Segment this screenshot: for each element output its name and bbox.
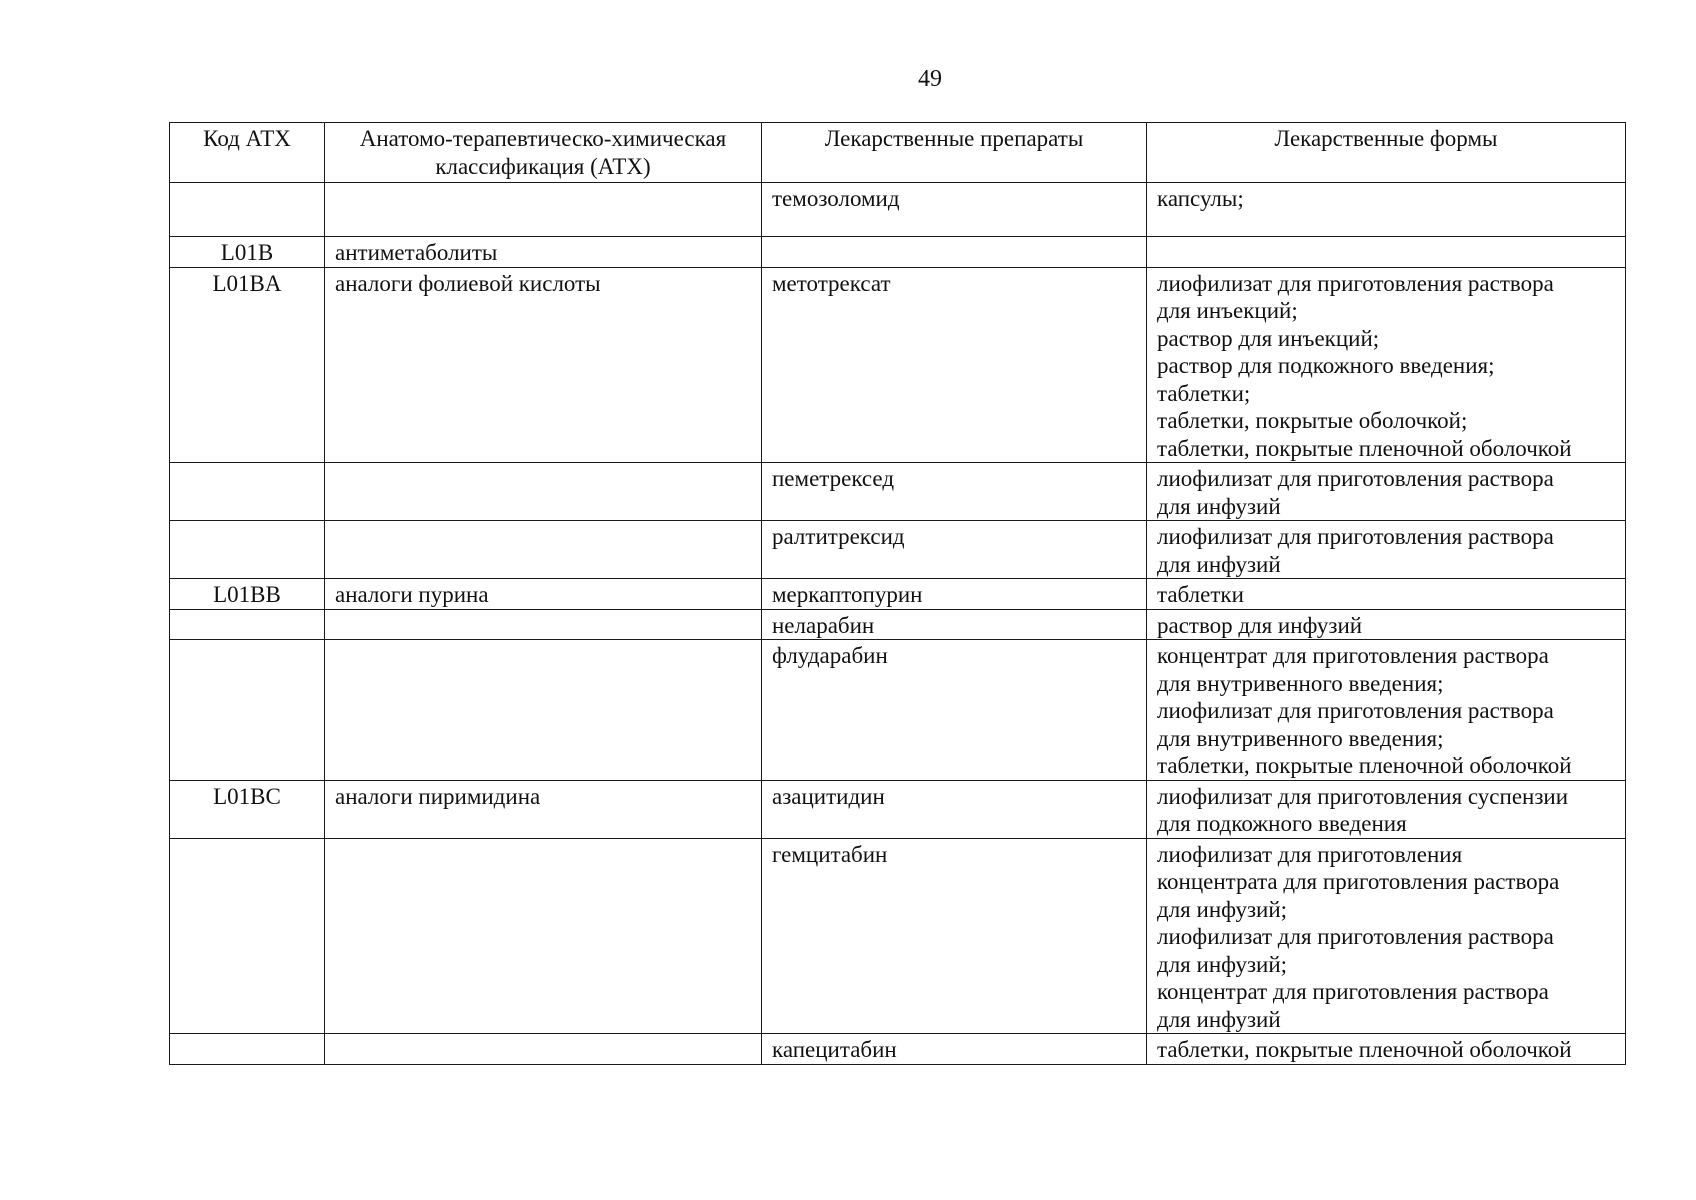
- table-row: [170, 463, 1626, 521]
- atx-code-cell: [170, 838, 325, 1034]
- table-row: [170, 267, 1626, 463]
- atx-classification-cell: аналоги фолиевой кислоты: [325, 267, 762, 463]
- dosage-form-line: лиофилизат для приготовления: [1157, 841, 1463, 867]
- dosage-form-line: для внутривенного введения;: [1157, 725, 1444, 751]
- dosage-forms-cell: [1147, 579, 1626, 610]
- dosage-form-line: таблетки, покрытые пленочной оболочкой: [1157, 1037, 1572, 1062]
- dosage-form-line: для инфузий;: [1157, 896, 1288, 922]
- dosage-forms-cell: [1147, 609, 1626, 640]
- atx-classification-cell: [325, 609, 762, 640]
- dosage-form-line: лиофилизат для приготовления раствора: [1157, 924, 1554, 949]
- drug-name-cell: метотрексат: [762, 267, 1147, 463]
- drug-name-cell: меркаптопурин: [762, 579, 1147, 610]
- table-body: [170, 183, 1626, 1065]
- atx-code-cell: [170, 183, 325, 237]
- dosage-forms-cell: [1147, 183, 1626, 237]
- dosage-form-line: таблетки;: [1157, 380, 1251, 406]
- dosage-form-line: таблетки, покрытые пленочной оболочкой: [1157, 753, 1572, 778]
- dosage-forms-cell: [1147, 640, 1626, 781]
- header-classification: Анатомо-терапевтическо-химическая классификация (АТХ): [325, 123, 762, 183]
- table-header-row: [170, 123, 1626, 183]
- atx-classification-cell: [325, 463, 762, 521]
- atx-classification-cell: [325, 521, 762, 579]
- atx-classification-cell: [325, 1034, 762, 1065]
- table-row: [170, 609, 1626, 640]
- dosage-form-line: концентрат для приготовления раствора: [1157, 979, 1549, 1004]
- dosage-form-line: для подкожного введения: [1157, 811, 1407, 836]
- dosage-form-line: таблетки: [1157, 582, 1244, 607]
- dosage-form-line: для внутривенного введения;: [1157, 670, 1444, 696]
- atx-classification-cell: [325, 640, 762, 781]
- atx-code-cell: [170, 463, 325, 521]
- drug-name-cell: азацитидин: [762, 780, 1147, 838]
- atx-drug-table: [169, 122, 1626, 1065]
- atx-classification-cell: [325, 183, 762, 237]
- dosage-form-line: для инфузий: [1157, 493, 1281, 519]
- dosage-form-line: лиофилизат для приготовления раствора: [1157, 698, 1554, 723]
- table-row: [170, 1034, 1626, 1065]
- dosage-form-line: капсулы;: [1157, 186, 1244, 211]
- atx-code-cell: [170, 609, 325, 640]
- atx-code-cell: L01B: [170, 237, 325, 268]
- dosage-forms-cell: [1147, 838, 1626, 1034]
- atx-classification-cell: аналоги пиримидина: [325, 780, 762, 838]
- atx-classification-cell: [325, 838, 762, 1034]
- atx-code-cell: L01BB: [170, 579, 325, 610]
- dosage-form-line: лиофилизат для приготовления раствора: [1157, 524, 1554, 549]
- dosage-form-line: таблетки, покрытые пленочной оболочкой: [1157, 435, 1572, 461]
- atx-code-cell: [170, 1034, 325, 1065]
- dosage-form-line: концентрата для приготовления раствора: [1157, 869, 1560, 894]
- table-row: [170, 237, 1626, 268]
- dosage-form-line: раствор для инъекций;: [1157, 325, 1380, 351]
- dosage-form-line: для инфузий: [1157, 1006, 1281, 1032]
- drug-name-cell: флударабин: [762, 640, 1147, 781]
- dosage-forms-cell: [1147, 267, 1626, 463]
- header-drugs: Лекарственные препараты: [762, 123, 1147, 183]
- dosage-form-line: раствор для инфузий: [1157, 612, 1363, 638]
- table-row: [170, 579, 1626, 610]
- dosage-form-line: лиофилизат для приготовления раствора: [1157, 466, 1554, 491]
- drug-name-cell: капецитабин: [762, 1034, 1147, 1065]
- header-forms: Лекарственные формы: [1147, 123, 1626, 183]
- drug-name-cell: неларабин: [762, 609, 1147, 640]
- atx-classification-cell: антиметаболиты: [325, 237, 762, 268]
- atx-classification-cell: аналоги пурина: [325, 579, 762, 610]
- dosage-forms-cell: [1147, 237, 1626, 268]
- dosage-forms-cell: [1147, 780, 1626, 838]
- dosage-form-line: для инъекций;: [1157, 298, 1298, 323]
- dosage-form-line: концентрат для приготовления раствора: [1157, 643, 1549, 668]
- dosage-forms-cell: [1147, 521, 1626, 579]
- table-row: [170, 183, 1626, 237]
- table-row: [170, 780, 1626, 838]
- dosage-form-line: для инфузий: [1157, 551, 1281, 577]
- dosage-form-line: лиофилизат для приготовления суспензии: [1157, 783, 1569, 809]
- table-row: [170, 521, 1626, 579]
- drug-name-cell: ралтитрексид: [762, 521, 1147, 579]
- dosage-forms-cell: [1147, 1034, 1626, 1065]
- atx-code-cell: L01BA: [170, 267, 325, 463]
- table-row: [170, 838, 1626, 1034]
- drug-name-cell: гемцитабин: [762, 838, 1147, 1034]
- dosage-form-line: лиофилизат для приготовления раствора: [1157, 270, 1554, 296]
- drug-name-cell: пеметрексед: [762, 463, 1147, 521]
- dosage-form-line: таблетки, покрытые оболочкой;: [1157, 408, 1468, 433]
- page-number: 49: [918, 66, 942, 92]
- header-code: Код АТХ: [170, 123, 325, 183]
- drug-name-cell: темозоломид: [762, 183, 1147, 237]
- drug-name-cell: [762, 237, 1147, 268]
- atx-code-cell: [170, 521, 325, 579]
- atx-code-cell: [170, 640, 325, 781]
- dosage-form-line: для инфузий;: [1157, 951, 1288, 977]
- table-row: [170, 640, 1626, 781]
- dosage-forms-cell: [1147, 463, 1626, 521]
- atx-code-cell: L01BC: [170, 780, 325, 838]
- dosage-form-line: раствор для подкожного введения;: [1157, 353, 1495, 378]
